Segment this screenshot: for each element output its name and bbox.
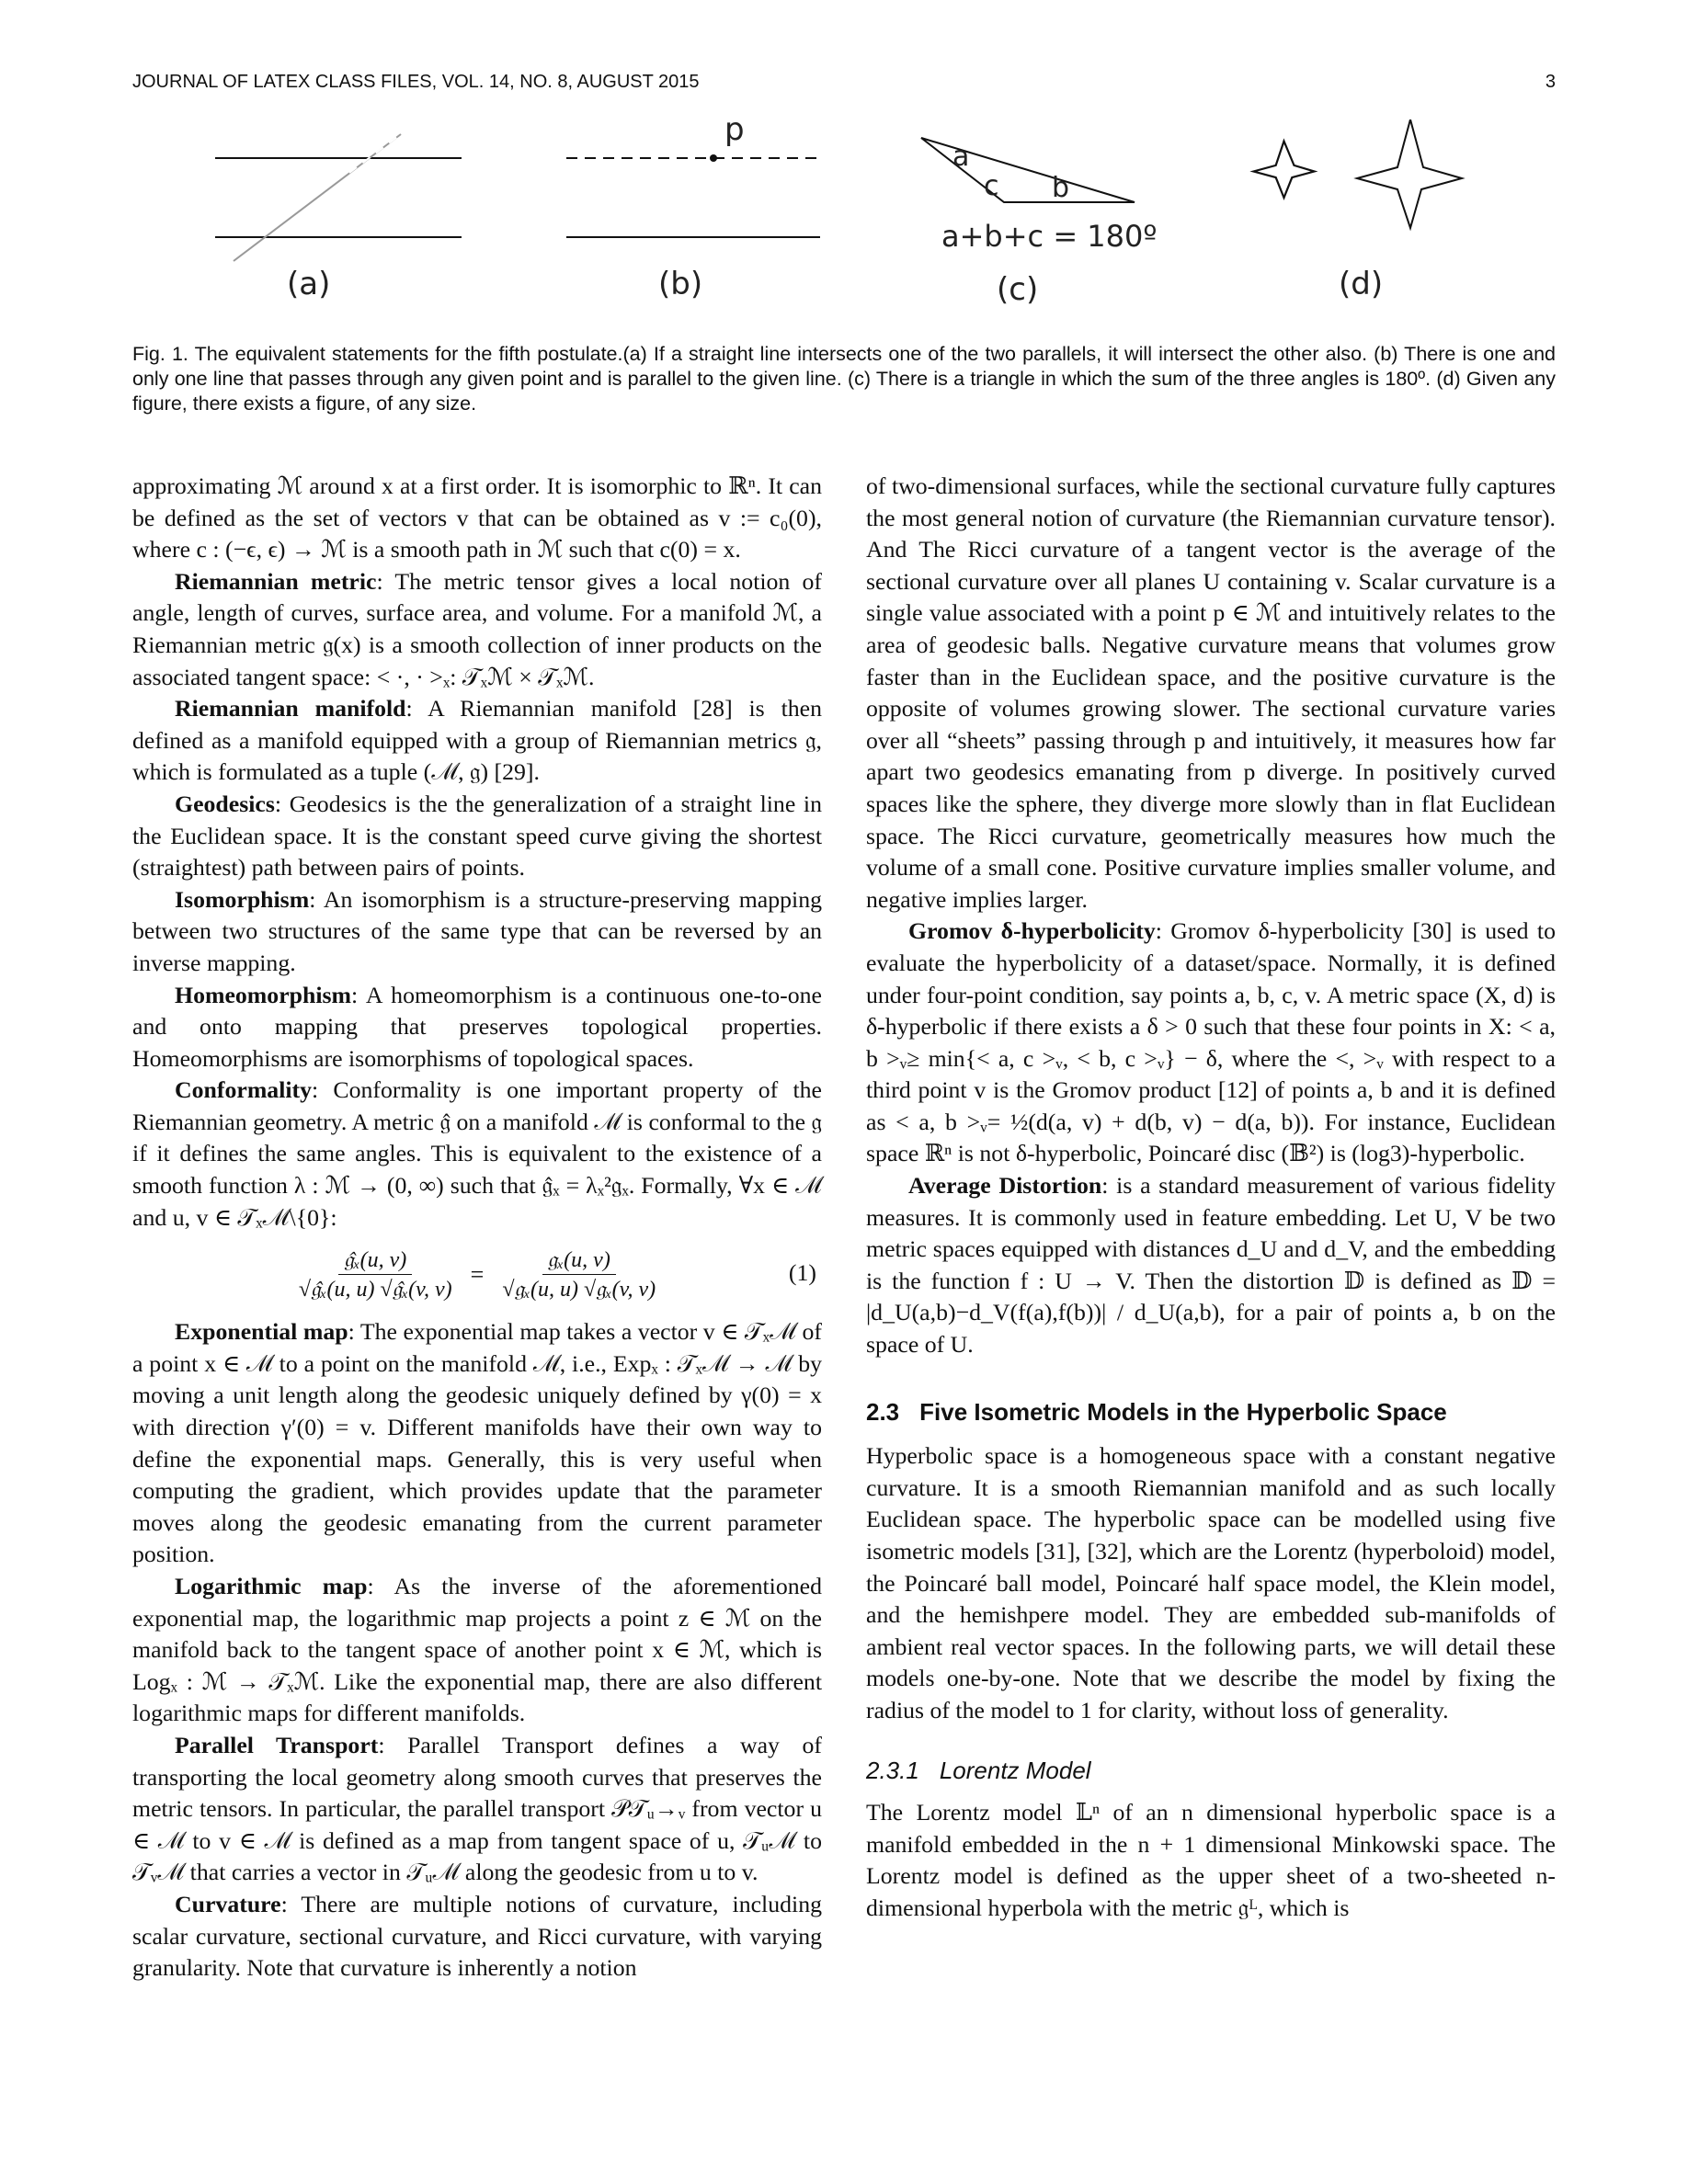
- right-column: [866, 471, 1556, 1925]
- term-homeomorphism: Homeomorphism: [175, 981, 352, 1008]
- paragraph-isomorphism: [132, 884, 822, 980]
- term-gromov: Gromov δ-hyperbolicity: [908, 917, 1156, 945]
- subsection-heading: [866, 1755, 1556, 1787]
- term-conformality: Conformality: [175, 1076, 313, 1104]
- eq1-lhs-denominator: √𝔤̂ₓ(u, u) √𝔤̂ₓ(v, v): [298, 1277, 452, 1302]
- large-star: [1357, 119, 1462, 228]
- paragraph-average-distortion: [866, 1170, 1556, 1361]
- term-curvature: Curvature: [175, 1890, 281, 1917]
- term-isomorphism: Isomorphism: [175, 885, 310, 913]
- figure-1: [132, 119, 1556, 331]
- term-parallel-transport: Parallel Transport: [175, 1731, 379, 1758]
- text-isomorphism: : An isomorphism is a structure-preserving mapping between two structures of the same type that can be reversed by an inverse mapping.: [132, 885, 822, 976]
- figure-caption: Fig. 1. The equivalent statements for the fifth postulate.(a) If a straight line intersects one of the two parallels, it will intersect the other also. (b) There is one and only one line that passes through any given point and is parallel to the given line. (c) There is a triangle in which the sum of the three angles is 180º. (d) Given any figure, there exists a figure, of any size.: [132, 343, 1556, 415]
- point-label-p: p: [724, 119, 745, 148]
- point-p: [710, 154, 717, 162]
- eq1-equals: =: [470, 1260, 485, 1288]
- text-riemannian-manifold: : A Riemannian manifold [28] is then defined as a manifold equipped with a group of Riemannian metrics 𝔤, which is formulated as a tuple (ℳ, 𝔤) [29].: [132, 695, 822, 786]
- eq1-lhs-numerator: 𝔤̂ₓ(u, v): [338, 1246, 412, 1275]
- panel-label-b: (b): [658, 266, 703, 302]
- page-number: 3: [1545, 72, 1556, 92]
- text-geodesics: : Geodesics is the the generalization of a straight line in the Euclidean space. It is the constant speed curve giving the shortest (straightest) path between pairs of points.: [132, 790, 822, 882]
- term-logarithmic-map: Logarithmic map: [175, 1573, 368, 1599]
- term-riemannian-manifold: Riemannian manifold: [175, 695, 406, 722]
- angle-sum-equation: a+b+c = 180º: [941, 219, 1158, 254]
- small-star: [1254, 142, 1315, 199]
- section-number: 2.3: [866, 1397, 900, 1426]
- angle-label-c: c: [984, 170, 999, 202]
- eq1-lhs: [293, 1246, 458, 1304]
- paragraph-tangent-space: approximating ℳ around x at a first order. It is isomorphic to ℝⁿ. It can be defined as the set of vectors v that can be obtained as v := c₀(0), where c : (−ϵ, ϵ) → ℳ is a smooth path in ℳ such that c(0) = x.: [132, 472, 822, 563]
- paragraph-hyperbolic-space: Hyperbolic space is a homogeneous space with a constant negative curvature. It is a smooth Riemannian manifold and as such locally Euclidean space. The hyperbolic space can be modelled using five isometric models [31], [32], which are the Lorentz (hyperboloid) model, the Poincaré ball model, Poincaré half space model, the Klein model, and the hemishpere model. They are embedded sub-manifolds of ambient real vector spaces. In the following parts, we will detail these models one-by-one. Note that we describe the model by fixing the radius of the model to 1 for clarity, without loss of generality.: [866, 1442, 1556, 1723]
- eq1-rhs: [496, 1246, 661, 1304]
- text-homeomorphism: : A homeomorphism is a continuous one-to-one and onto mapping that preserves topological properties. Homeomorphisms are isomorphisms of topological spaces.: [132, 981, 822, 1072]
- eq1-rhs-denominator: √𝔤ₓ(u, u) √𝔤ₓ(v, v): [502, 1277, 656, 1302]
- paragraph-exponential-map: [132, 1316, 822, 1571]
- paragraph-logarithmic-map: [132, 1571, 822, 1730]
- text-conformality: : Conformality is one important property of the Riemannian geometry. A metric 𝔤̂ on a manifold ℳ is conformal to the 𝔤 if it defines the same angles. This is equivalent to the existence of a smooth function λ : ℳ → (0, ∞) such that 𝔤̂ₓ = λₓ²𝔤ₓ. Formally, ∀x ∈ ℳ and u, v ∈ 𝒯ₓℳ\{0}:: [132, 1076, 822, 1231]
- paragraph-homeomorphism: [132, 980, 822, 1075]
- paragraph-lorentz-model: The Lorentz model 𝕃ⁿ of an n dimensional hyperbolic space is a manifold embedded in the n + 1 dimensional Minkowski space. The Lorentz model is defined as the upper sheet of a two-sheeted n-dimensional hyperbola with the metric 𝔤ᴸ, which is: [866, 1799, 1556, 1921]
- text-exponential-map: : The exponential map takes a vector v ∈ 𝒯ₓℳ of a point x ∈ ℳ to a point on the manifold ℳ, i.e., Expₓ : 𝒯ₓℳ → ℳ by moving a unit length along the geodesic uniquely defined by γ(0) = x with direction γ′(0) = v. Different manifolds have their own way to define the exponential maps. Generally, this is very useful when computing the gradient, which provides update that the parameter moves along the geodesic emanating from the current parameter position.: [132, 1318, 822, 1568]
- running-header: [132, 72, 1556, 99]
- section-heading: [866, 1396, 1556, 1428]
- term-average-distortion: Average Distortion: [908, 1172, 1102, 1200]
- text-gromov: : Gromov δ-hyperbolicity [30] is used to evaluate the hyperbolicity of a dataset/space. Normally, it is defined under four-point condition, say points a, b, c, v. A metric space (X, d) is δ-hyperbolic if there exists a δ > 0 such that these four points in X: < a, b >ᵥ≥ min{< a, c >ᵥ, < b, c >ᵥ} − δ, where the <, >ᵥ with respect to a third point v is the Gromov product [12] of points a, b and it is defined as < a, b >ᵥ= ½(d(a, v) + d(b, v) − d(a, b)). For instance, Euclidean space ℝⁿ is not δ-hyperbolic, Poincaré disc (𝔹²) is (log3)-hyperbolic.: [866, 917, 1556, 1167]
- panel-label-d: (d): [1339, 266, 1384, 302]
- text-average-distortion: : is a standard measurement of various fidelity measures. It is commonly used in feature embedding. Let U, V be two metric spaces equipped with distances d_U and d_V, and the embedding is the function f : U → V. Then the distortion 𝔻 is defined as 𝔻 = |d_U(a,b)−d_V(f(a),f(b))| / d_U(a,b), for a pair of points a, b on the space of U.: [866, 1172, 1556, 1359]
- eq1-number: (1): [788, 1259, 816, 1287]
- paragraph-conformality: [132, 1075, 822, 1234]
- journal-title: JOURNAL OF LATEX CLASS FILES, VOL. 14, NO. 8, AUGUST 2015: [132, 72, 700, 92]
- paragraph-riemannian-manifold: [132, 693, 822, 789]
- subsection-number: 2.3.1: [866, 1756, 919, 1784]
- paragraph-curvature: [132, 1889, 822, 1985]
- paragraph-geodesics: [132, 789, 822, 884]
- angle-label-b: b: [1052, 172, 1070, 204]
- paragraph-curvature-continued: of two-dimensional surfaces, while the sectional curvature fully captures the most general notion of curvature (the Riemannian curvature tensor). And The Ricci curvature of a tangent vector is the average of the sectional curvature over all planes U containing v. Scalar curvature is a single value associated with a point p ∈ ℳ and intuitively relates to the area of geodesic balls. Negative curvature means that volumes grow faster than in the Euclidean space, and the positive curvature is the opposite of volumes growing slower. The sectional curvature varies over all “sheets” passing through p and intuitively, it measures how far apart two geodesics emanating from p diverge. In positively curved spaces like the sphere, they diverge more slowly than in flat Euclidean space. The Ricci curvature, geometrically measures how much the volume of a small cone. Positive curvature implies smaller volume, and negative implies larger.: [866, 472, 1556, 913]
- figure-1-drawing: [132, 119, 1556, 331]
- paragraph-parallel-transport: [132, 1730, 822, 1889]
- text-logarithmic-map: : As the inverse of the aforementioned exponential map, the logarithmic map projects a point z ∈ ℳ on the manifold back to the tangent space of another point x ∈ ℳ, which is Logₓ : ℳ → 𝒯ₓℳ. Like the exponential map, there are also different logarithmic maps for different manifolds.: [132, 1573, 822, 1727]
- left-column: [132, 471, 822, 1985]
- paragraph-riemannian-metric: [132, 566, 822, 693]
- paragraph-gromov: [866, 916, 1556, 1170]
- panel-label-c: (c): [997, 271, 1039, 308]
- section-title: Five Isometric Models in the Hyperbolic Space: [919, 1397, 1447, 1426]
- text-parallel-transport: : Parallel Transport defines a way of transporting the local geometry along smooth curves that preserves the metric tensors. In particular, the parallel transport 𝒫𝒯ᵤ→ᵥ from vector u ∈ ℳ to v ∈ ℳ is defined as a map from tangent space of u, 𝒯ᵤℳ to 𝒯ᵥℳ that carries a vector in 𝒯ᵤℳ along the geodesic from u to v.: [132, 1731, 822, 1886]
- subsection-title: Lorentz Model: [939, 1756, 1091, 1784]
- term-riemannian-metric: Riemannian metric: [175, 567, 377, 595]
- eq1-rhs-numerator: 𝔤ₓ(u, v): [542, 1246, 616, 1275]
- angle-label-a: a: [952, 141, 970, 173]
- transversal-solid: [234, 134, 401, 261]
- term-geodesics: Geodesics: [175, 790, 275, 817]
- equation-1: [132, 1235, 822, 1314]
- text-riemannian-metric: : The metric tensor gives a local notion of angle, length of curves, surface area, and volume. For a manifold ℳ, a Riemannian metric 𝔤(x) is a smooth collection of inner products on the associated tangent space: < ·, · >ₓ: 𝒯ₓℳ × 𝒯ₓℳ.: [132, 567, 822, 690]
- term-exponential-map: Exponential map: [175, 1318, 348, 1346]
- text-curvature: : There are multiple notions of curvature, including scalar curvature, sectional curvature, and Ricci curvature, with varying granularity. Note that curvature is inherently a notion: [132, 1890, 822, 1982]
- panel-label-a: (a): [287, 266, 331, 302]
